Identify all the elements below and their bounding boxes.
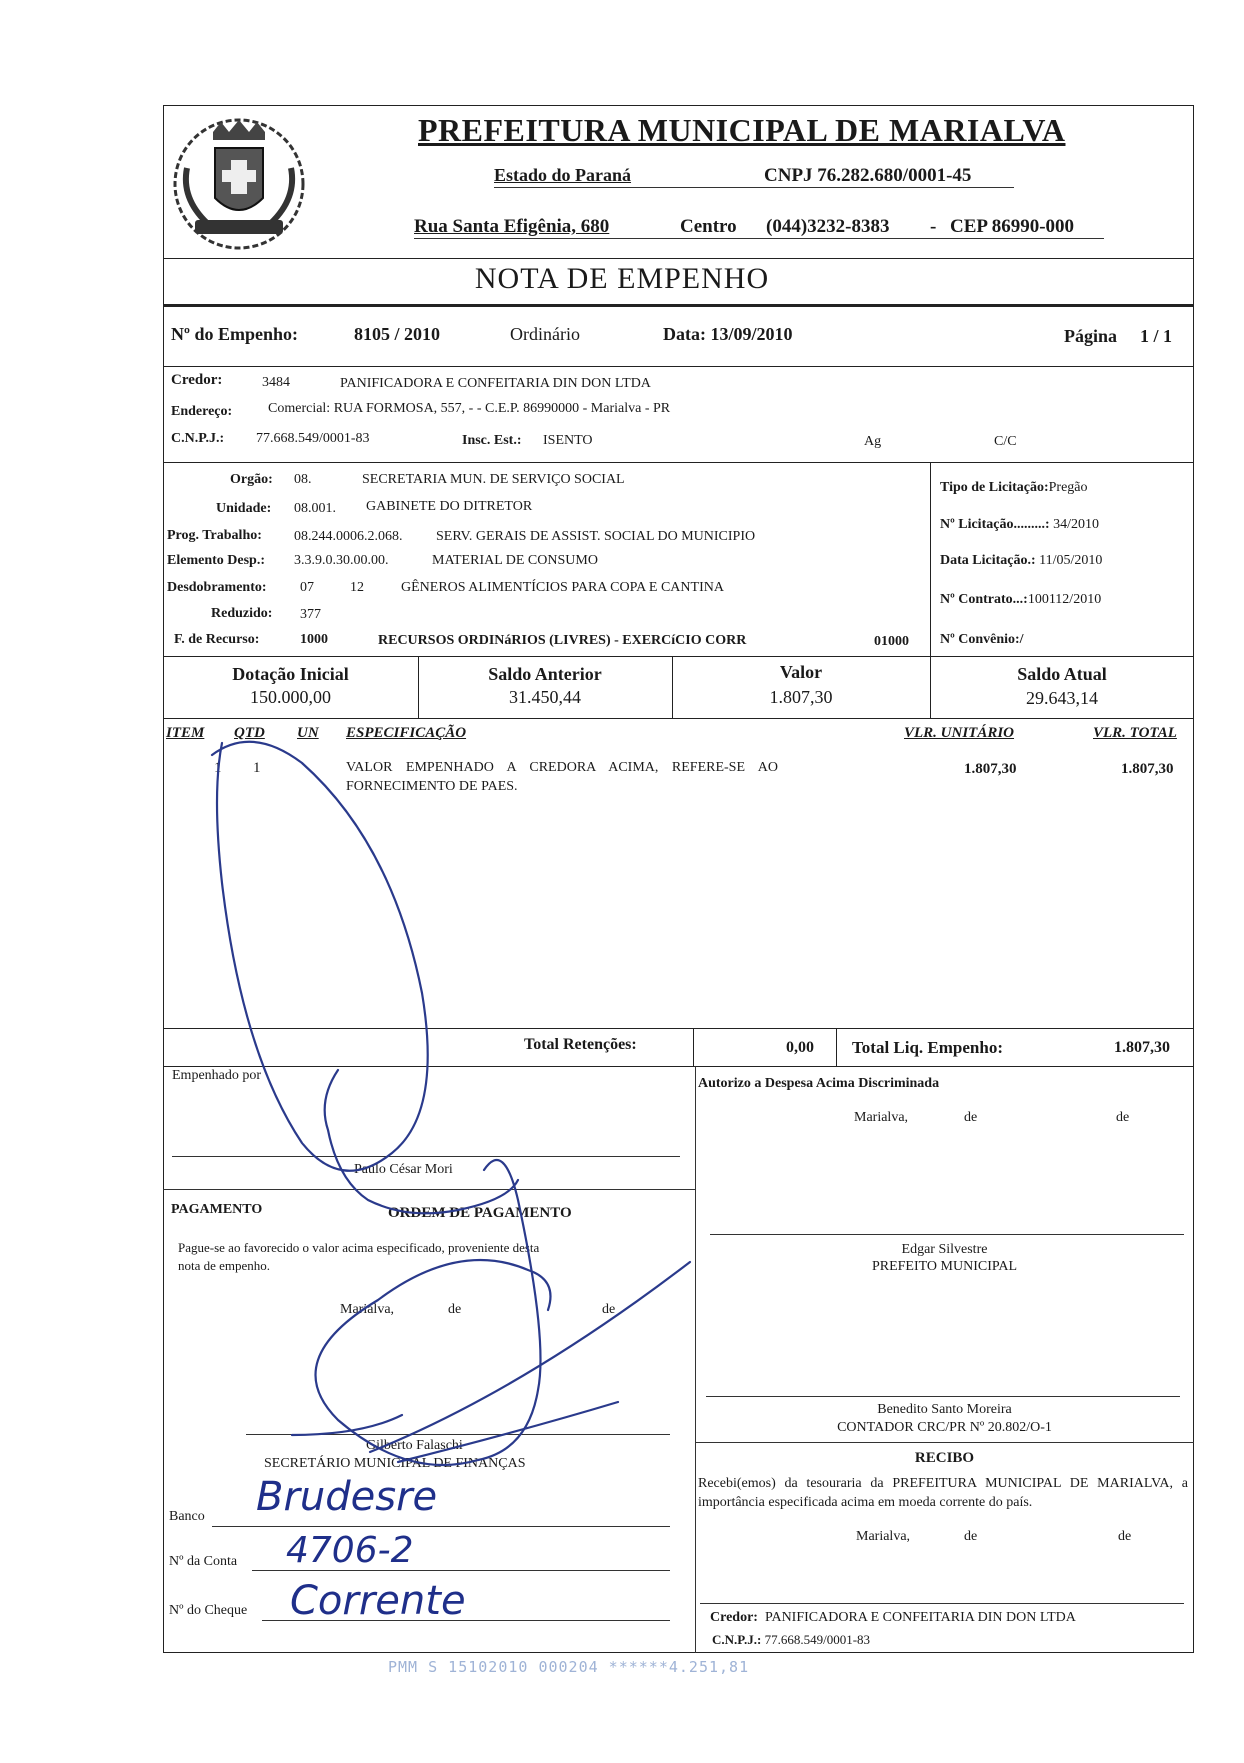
item-qty: 1 (253, 760, 261, 776)
orgao-code: 08. (294, 472, 312, 487)
state-label: Estado do Paraná (494, 165, 632, 185)
autorizo-de1: de (964, 1110, 978, 1125)
licitacao-date: Data Licitação.: 11/05/2010 (940, 553, 1103, 568)
item-unit-value: 1.807,30 (964, 761, 1017, 777)
dash: - (930, 216, 937, 237)
contract-number: Nº Contrato...:100112/2010 (940, 592, 1102, 607)
pagamento-de2: de (602, 1302, 616, 1317)
reduzido-value: 377 (300, 607, 321, 622)
footer-stamp: PMM S 15102010 000204 ******4.251,81 (388, 1658, 750, 1676)
desdob-b: 12 (350, 580, 364, 595)
item-total-value: 1.807,30 (1121, 761, 1174, 777)
secretario-name: Gilberto Falaschi (366, 1438, 463, 1453)
unidade-code: 08.001. (294, 501, 336, 516)
prog-code: 08.244.0006.2.068. (294, 529, 403, 544)
empenho-type: Ordinário (510, 324, 580, 344)
insc-value: ISENTO (543, 433, 593, 448)
prog-label: Prog. Trabalho: (167, 528, 262, 543)
saldo-anterior-value: 31.450,44 (509, 687, 581, 707)
empenhado-label: Empenhado por (172, 1068, 262, 1083)
recibo-text: Recebi(emos) da tesouraria da PREFEITURA MUNICIPAL DE MARIALVA, a importância especificada acima em moeda corrente do país. (698, 1476, 1188, 1510)
ordem-pagamento-label: ORDEM DE PAGAMENTO (388, 1205, 572, 1221)
col-total-value: VLR. TOTAL (1093, 725, 1177, 741)
licitacao-number: Nº Licitação.........: 34/2010 (940, 517, 1099, 532)
street-address: Rua Santa Efigênia, 680 (414, 216, 610, 237)
recibo-city: Marialva, (856, 1529, 911, 1544)
col-unit-value: VLR. UNITÁRIO (904, 725, 1015, 741)
elemento-code: 3.3.9.0.30.00.00. (294, 553, 389, 568)
retencoes-value: 0,00 (786, 1039, 814, 1056)
credor-address: Comercial: RUA FORMOSA, 557, - - C.E.P. 86990000 - Marialva - PR (268, 401, 671, 416)
saldo-anterior-label: Saldo Anterior (488, 664, 602, 684)
col-qtd: QTD (234, 725, 265, 741)
desdob-label: Desdobramento: (167, 580, 267, 595)
recurso-code: 1000 (300, 632, 328, 647)
contador-name: Benedito Santo Moreira (877, 1402, 1012, 1417)
cep: CEP 86990-000 (950, 216, 1075, 237)
address-label: Endereço: (171, 404, 233, 419)
liq-value: 1.807,30 (1114, 1039, 1170, 1056)
page-label: Página (1064, 326, 1118, 346)
col-item: ITEM (166, 725, 205, 741)
elemento-label: Elemento Desp.: (167, 553, 265, 568)
pagamento-de1: de (448, 1302, 462, 1317)
agency-label: Ag (864, 434, 882, 449)
recurso-name: RECURSOS ORDINáRIOS (LIVRES) - EXERCíCIO CORR (378, 633, 747, 648)
recibo-de2: de (1118, 1529, 1132, 1544)
recibo-credor: Credor: PANIFICADORA E CONFEITARIA DIN DON LTDA (710, 1610, 1076, 1625)
district: Centro (680, 216, 737, 237)
credor-name: PANIFICADORA E CONFEITARIA DIN DON LTDA (340, 376, 651, 391)
conta-label: Nº da Conta (169, 1554, 238, 1569)
pagamento-text-2: nota de empenho. (178, 1258, 271, 1273)
phone: (044)3232-8383 (766, 216, 890, 237)
banco-label: Banco (169, 1509, 205, 1524)
credor-label: Credor: (171, 372, 223, 388)
retencoes-label: Total Retenções: (524, 1036, 637, 1053)
empenho-number-label: Nº do Empenho: (171, 324, 298, 344)
page-number: 1 / 1 (1140, 326, 1173, 346)
prefeito-role: PREFEITO MUNICIPAL (871, 1259, 1018, 1274)
pagamento-text-1: Pague-se ao favorecido o valor acima especificado, proveniente desta (178, 1240, 540, 1255)
city-hall-title: PREFEITURA MUNICIPAL DE MARIALVA (418, 112, 1066, 148)
recurso-label: F. de Recurso: (174, 632, 260, 647)
valor-label: Valor (779, 662, 823, 682)
unidade-label: Unidade: (216, 501, 272, 516)
document-title: NOTA DE EMPENHO (474, 262, 770, 295)
reduzido-label: Reduzido: (211, 606, 273, 621)
secretario-role: SECRETÁRIO MUNICIPAL DE FINANÇAS (264, 1456, 526, 1471)
convenio: Nº Convênio:/ (940, 632, 1024, 647)
prefeito-name: Edgar Silvestre (901, 1242, 988, 1257)
cheque-handwritten: Corrente (290, 1578, 466, 1624)
recibo-label: RECIBO (914, 1450, 975, 1466)
desdob-a: 07 (300, 580, 314, 595)
licitacao-type: Tipo de Licitação:Pregão (940, 480, 1088, 495)
unidade-name: GABINETE DO DITRETOR (366, 499, 533, 514)
liq-label: Total Liq. Empenho: (852, 1038, 1003, 1057)
credor-code: 3484 (262, 375, 290, 390)
dotacao-value: 150.000,00 (250, 687, 331, 707)
saldo-atual-value: 29.643,14 (1026, 688, 1098, 708)
recibo-cnpj: C.N.P.J.: 77.668.549/0001-83 (712, 1632, 871, 1647)
pagamento-city: Marialva, (340, 1302, 395, 1317)
cnpj-header: CNPJ 76.282.680/0001-45 (764, 165, 972, 186)
recibo-de1: de (964, 1529, 978, 1544)
empenho-number: 8105 / 2010 (354, 324, 441, 344)
conta-handwritten: 4706-2 (286, 1530, 414, 1571)
credor-cnpj-label: C.N.P.J.: (171, 431, 225, 446)
autorizo-de2: de (1116, 1110, 1130, 1125)
desdob-name: GÊNEROS ALIMENTÍCIOS PARA COPA E CANTINA (401, 580, 724, 595)
empenhado-name: Paulo César Mori (354, 1162, 453, 1177)
orgao-name: SECRETARIA MUN. DE SERVIÇO SOCIAL (362, 472, 625, 487)
insc-label: Insc. Est.: (462, 433, 522, 448)
contador-role: CONTADOR CRC/PR Nº 20.802/O-1 (837, 1420, 1052, 1435)
autorizo-label: Autorizo a Despesa Acima Discriminada (698, 1076, 940, 1091)
banco-handwritten: Brudesre (256, 1474, 438, 1520)
recurso-number: 01000 (874, 634, 909, 649)
item-spec-line2: FORNECIMENTO DE PAES. (346, 779, 518, 794)
credor-cnpj: 77.668.549/0001-83 (256, 431, 370, 446)
dotacao-label: Dotação Inicial (232, 664, 349, 684)
autorizo-city: Marialva, (854, 1110, 909, 1125)
valor-value: 1.807,30 (769, 687, 833, 707)
prog-name: SERV. GERAIS DE ASSIST. SOCIAL DO MUNICIPIO (436, 529, 756, 544)
elemento-name: MATERIAL DE CONSUMO (432, 553, 598, 568)
cheque-label: Nº do Cheque (169, 1603, 248, 1618)
col-un: UN (297, 725, 319, 741)
item-spec-line1: VALOR EMPENHADO A CREDORA ACIMA, REFERE-SE AO (346, 760, 778, 775)
saldo-atual-label: Saldo Atual (1017, 664, 1107, 684)
account-label: C/C (994, 434, 1017, 449)
item-number: 1 (214, 760, 222, 776)
col-spec: ESPECIFICAÇÃO (346, 725, 467, 741)
orgao-label: Orgão: (230, 472, 273, 487)
pagamento-label: PAGAMENTO (171, 1202, 263, 1217)
empenho-date: Data: 13/09/2010 (663, 324, 793, 344)
